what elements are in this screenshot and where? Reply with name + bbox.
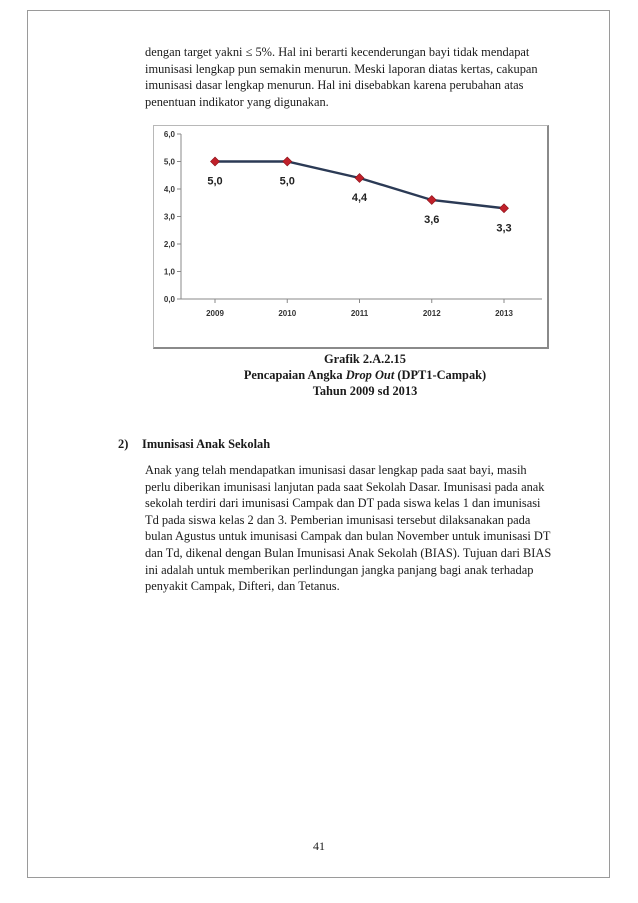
page-number: 41: [313, 839, 325, 853]
caption-title-suffix: (DPT1-Campak): [394, 368, 487, 382]
x-tick-label: 2010: [278, 309, 297, 318]
section-number: 2): [118, 437, 129, 451]
x-tick-label: 2009: [206, 309, 224, 318]
intro-paragraph: [145, 44, 585, 110]
y-tick-label: 4,0: [163, 185, 175, 194]
data-point-marker: [500, 204, 509, 213]
y-tick-label: 2,0: [163, 240, 175, 249]
data-label: 3,6: [424, 214, 440, 226]
y-tick-label: 0,0: [163, 295, 175, 304]
section-title: Imunisasi Anak Sekolah: [142, 437, 271, 451]
body-line: penyakit Campak, Difteri, dan Tetanus.: [145, 579, 340, 594]
chart-canvas: [154, 126, 550, 350]
chart-caption-years: Tahun 2009 sd 2013: [312, 384, 418, 398]
intro-line: imunisasi lengkap pun semakin menurun. Meski laporan diatas kertas, cakupan: [145, 61, 538, 76]
intro-line: dengan target yakni ≤ 5%. Hal ini berarti kecenderungan bayi tidak mendapat: [145, 45, 530, 59]
intro-line: penentuan indikator yang digunakan.: [145, 94, 329, 109]
data-label: 5,0: [279, 175, 295, 188]
data-point-marker: [427, 196, 436, 205]
line-chart: [153, 125, 549, 349]
y-tick-label: 1,0: [163, 267, 175, 277]
caption-title-prefix: Pencapaian Angka: [243, 368, 346, 382]
body-line: ini adalah untuk memberikan perlindungan jangka panjang bagi anak terhadap: [145, 562, 534, 577]
y-tick-label: 5,0: [163, 157, 175, 167]
section-heading: [118, 437, 270, 452]
data-point-marker: [283, 157, 292, 166]
body-line: sekolah terdiri dari imunisasi Campak dan DT pada siswa kelas 1 dan imunisasi: [145, 496, 541, 511]
body-paragraph: [145, 462, 585, 595]
data-label: 3,3: [496, 222, 512, 235]
data-label: 4,4: [351, 192, 368, 204]
data-point-marker: [211, 157, 220, 166]
chart-caption-title: [145, 368, 585, 383]
data-point-marker: [355, 174, 364, 183]
caption-title-italic: Drop Out: [345, 368, 395, 382]
body-line: dan Td, dikenal dengan Bulan Imunisasi Anak Sekolah (BIAS). Tujuan dari BIAS: [145, 545, 552, 560]
y-tick-label: 6,0: [163, 130, 175, 139]
body-line: Td pada siswa kelas 2 dan 3. Pemberian imunisasi tersebut dilaksanakan pada: [145, 512, 531, 527]
y-tick-label: 3,0: [163, 212, 175, 222]
body-line: Anak yang telah mendapatkan imunisasi dasar lengkap pada saat bayi, masih: [145, 463, 527, 477]
data-label: 5,0: [207, 175, 223, 188]
chart-caption-number: Grafik 2.A.2.15: [324, 352, 406, 366]
x-tick-label: 2012: [422, 309, 441, 318]
x-tick-label: 2013: [495, 309, 513, 318]
x-tick-label: 2011: [350, 309, 369, 318]
body-line: bulan Agustus untuk imunisasi Campak dan bulan November untuk imunisasi DT: [145, 529, 551, 544]
intro-line: imunisasi dasar lengkap menurun. Hal ini disebabkan karena perubahan atas: [145, 78, 524, 93]
body-line: perlu diberikan imunisasi lanjutan pada saat Sekolah Dasar. Imunisasi pada anak: [145, 479, 545, 494]
